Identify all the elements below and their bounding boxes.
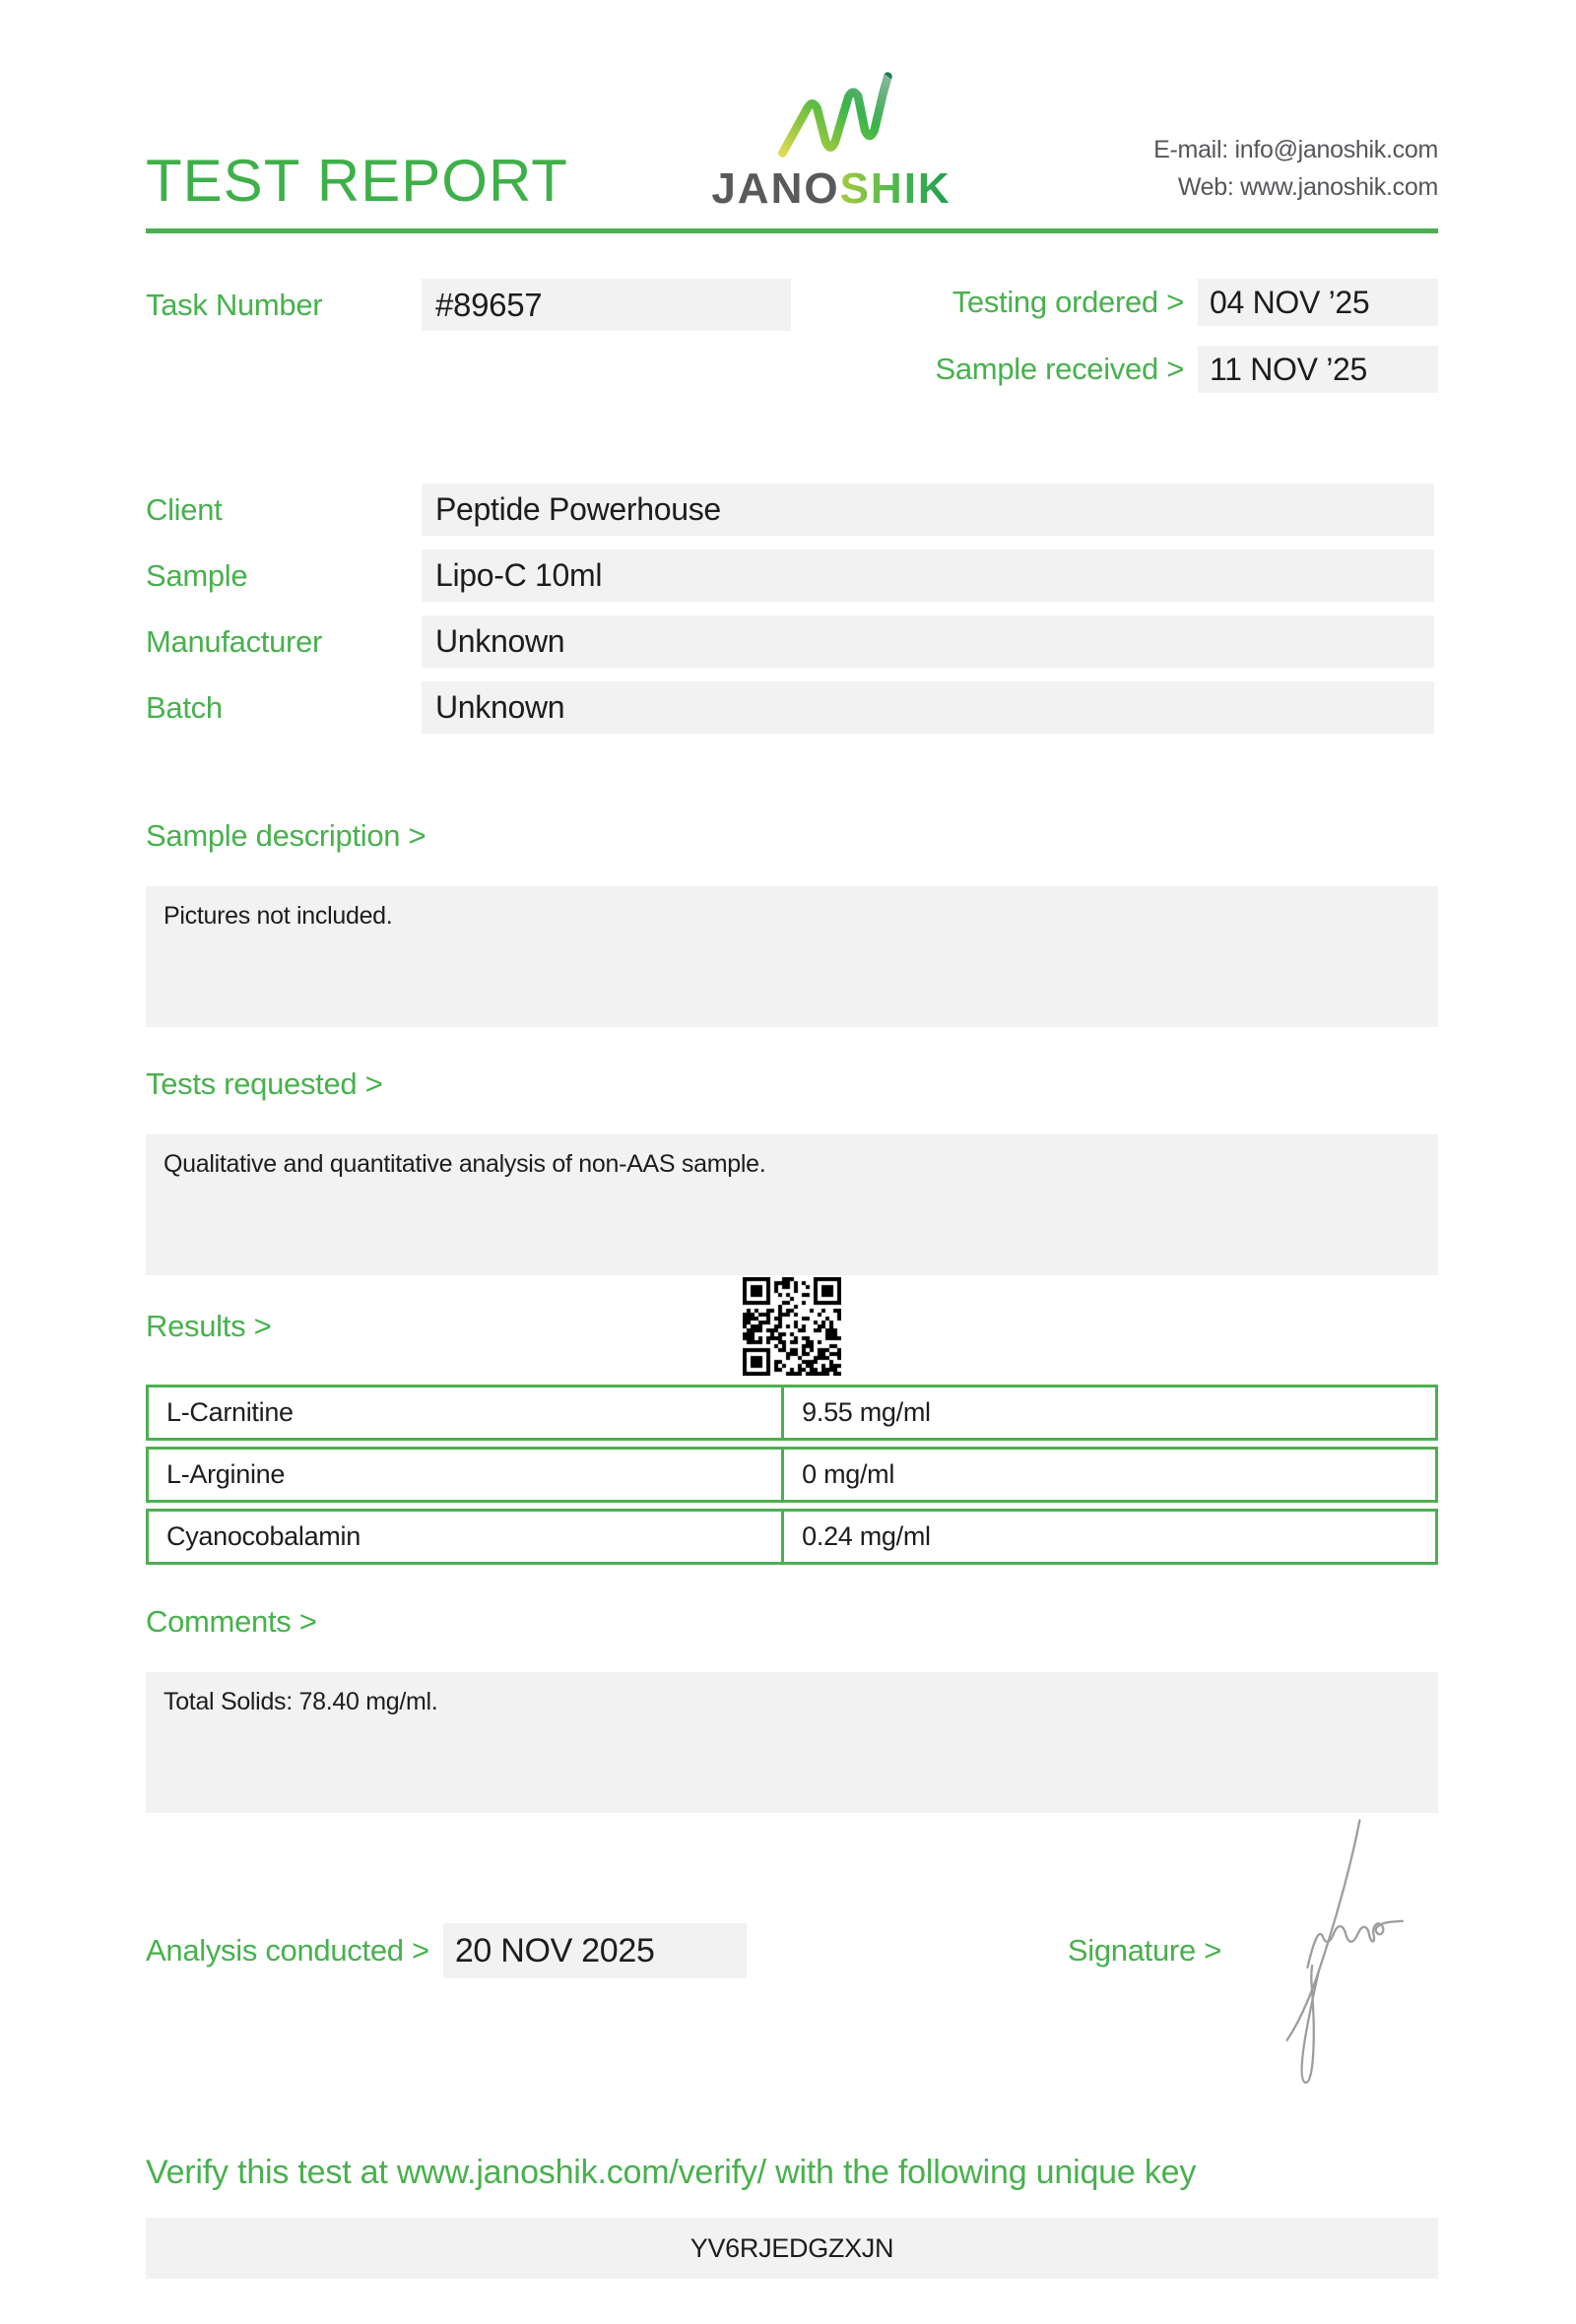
report-header (146, 0, 1438, 214)
result-name: L-Arginine (149, 1450, 784, 1500)
result-value: 9.55 mg/ml (802, 1397, 931, 1427)
result-value: 0 mg/ml (802, 1459, 895, 1489)
results-table (146, 1385, 1438, 1565)
analysis-conducted-label: Analysis conducted > (146, 1933, 429, 1968)
manufacturer-label: Manufacturer (146, 623, 323, 659)
janoshik-logo (711, 65, 951, 211)
testing-ordered-label: Testing ordered > (952, 285, 1184, 319)
analysis-signature-row (146, 1923, 1438, 1978)
task-and-dates (146, 279, 1438, 393)
task-number-value: #89657 (422, 279, 791, 331)
comments-box: Total Solids: 78.40 mg/ml. (146, 1672, 1438, 1813)
results-heading: Results > (146, 1309, 272, 1343)
analysis-date-value: 20 NOV 2025 (443, 1923, 747, 1978)
header-divider (146, 228, 1438, 233)
date-rows (935, 279, 1438, 393)
contact-web: Web: www.janoshik.com (1177, 173, 1438, 202)
tests-requested-heading: Tests requested > (146, 1066, 383, 1101)
logo-wordmark (711, 164, 952, 213)
batch-label: Batch (146, 689, 223, 725)
batch-row (146, 681, 1438, 734)
logo-word-shik: SHIK (839, 164, 952, 213)
testing-ordered-row (935, 279, 1438, 326)
client-value: Peptide Powerhouse (422, 484, 1434, 536)
batch-value: Unknown (422, 681, 1434, 734)
client-label: Client (146, 491, 223, 527)
testing-ordered-value: 04 NOV ’25 (1198, 279, 1438, 326)
sample-description-heading: Sample description > (146, 818, 427, 853)
sample-label: Sample (146, 557, 248, 593)
sample-received-row (935, 346, 1438, 393)
sample-info-block (146, 484, 1438, 734)
table-row (146, 1509, 1438, 1565)
signature-label: Signature > (1067, 1933, 1221, 1968)
contact-email: E-mail: info@janoshik.com (1153, 135, 1438, 163)
manufacturer-row (146, 615, 1438, 668)
sample-received-value: 11 NOV ’25 (1198, 346, 1438, 393)
sample-row (146, 549, 1438, 602)
result-name: L-Carnitine (149, 1388, 784, 1438)
verify-instruction: Verify this test at www.janoshik.com/verify/ with the following unique key (146, 2154, 1197, 2191)
logo-word-jano: JANO (711, 164, 840, 213)
result-name: Cyanocobalamin (149, 1512, 784, 1562)
page-title: TEST REPORT (146, 148, 568, 214)
table-row (146, 1447, 1438, 1503)
sample-received-label: Sample received > (935, 352, 1184, 386)
tests-requested-box: Qualitative and quantitative analysis of non-AAS sample. (146, 1134, 1438, 1275)
sample-description-box: Pictures not included. (146, 886, 1438, 1027)
contact-info (1153, 131, 1438, 212)
sample-value: Lipo-C 10ml (422, 549, 1434, 602)
result-value: 0.24 mg/ml (802, 1521, 931, 1551)
comments-heading: Comments > (146, 1604, 317, 1639)
signature-scribble (1261, 1811, 1438, 2091)
verify-key: YV6RJEDGZXJN (690, 2232, 894, 2263)
table-row (146, 1385, 1438, 1441)
task-number-row (146, 279, 791, 331)
task-number-label: Task Number (146, 287, 323, 322)
results-zone (146, 1277, 1438, 1380)
manufacturer-value: Unknown (422, 615, 1434, 668)
qr-code (743, 1277, 841, 1376)
verify-key-box (146, 2218, 1438, 2279)
chart-peaks-logo-icon (766, 65, 896, 165)
client-row (146, 484, 1438, 536)
